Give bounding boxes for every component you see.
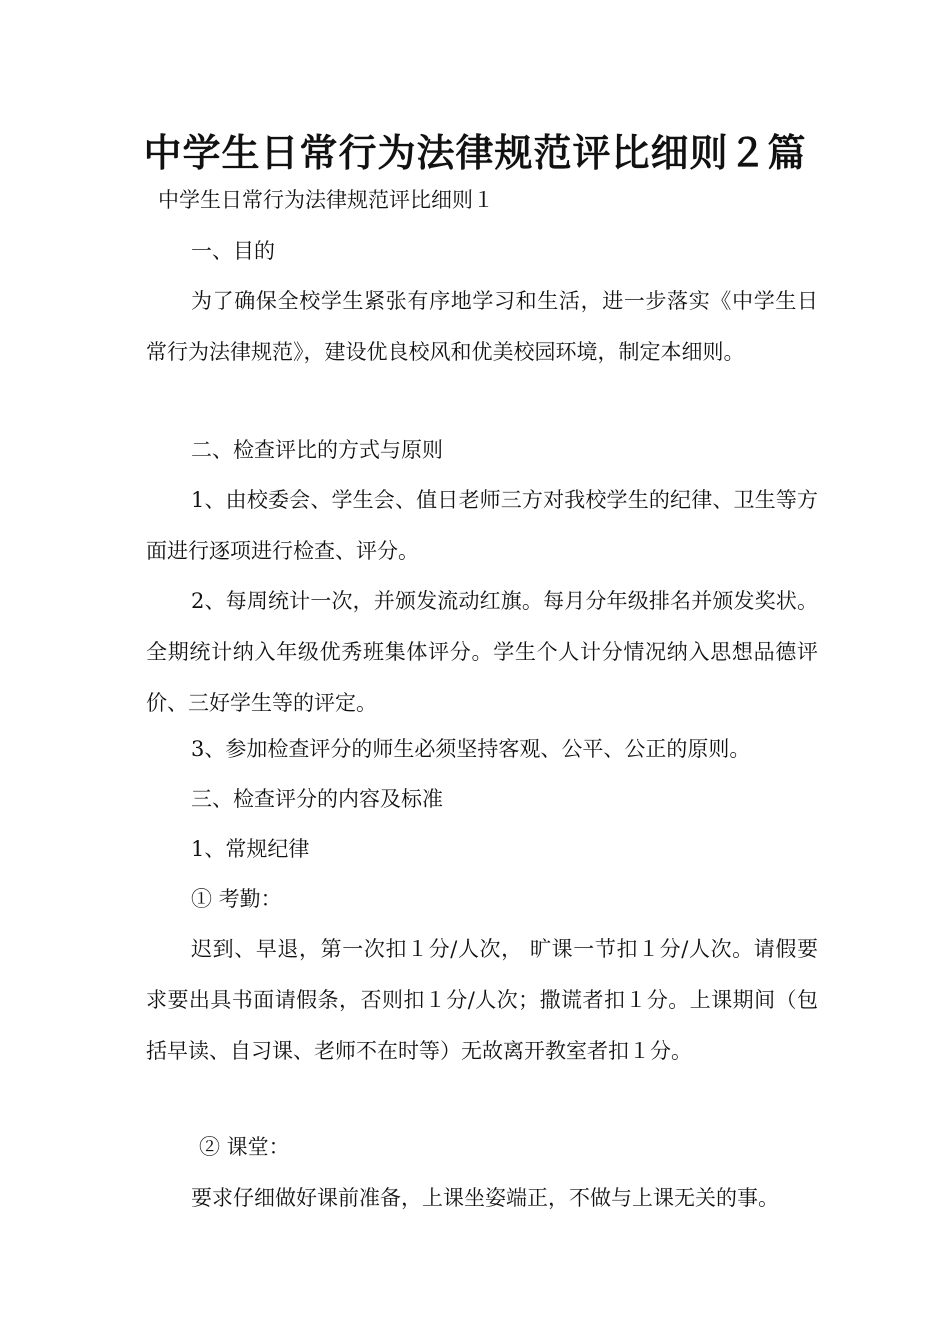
paragraph-classroom: 要求仔细做好课前准备，上课坐姿端正，不做与上课无关的事。 — [191, 1186, 779, 1210]
document-subtitle: 中学生日常行为法律规范评比细则１ — [158, 188, 494, 212]
item-classroom: ② 课堂： — [199, 1135, 290, 1159]
paragraph-rule-1: 1、由校委会、学生会、值日老师三方对我校学生的纪律、卫生等方面进行逐项进行检查、评分。 — [146, 488, 818, 563]
paragraph-attendance: 迟到、早退，第一次扣１分/人次， 旷课一节扣１分/人次。请假要求要出具书面请假条，否则扣１分/人次；撒谎者扣１分。上课期间（包括早读、自习课、老师不在时等）无故离开教室者扣１分。 — [146, 937, 818, 1063]
section-heading-purpose: 一、目的 — [191, 239, 275, 263]
item-attendance: ① 考勤： — [191, 887, 282, 911]
paragraph-rule-3: 3、参加检查评分的师生必须坚持客观、公平、公正的原则。 — [191, 737, 751, 761]
section-heading-method: 二、检查评比的方式与原则 — [191, 438, 443, 462]
paragraph-purpose: 为了确保全校学生紧张有序地学习和生活，进一步落实《中学生日常行为法律规范》，建设优良校风和优美校园环境，制定本细则。 — [146, 289, 818, 364]
subsection-discipline: 1、常规纪律 — [191, 837, 310, 861]
document-title: 中学生日常行为法律规范评比细则２篇 — [143, 131, 807, 175]
paragraph-rule-2: 2、每周统计一次，并颁发流动红旗。每月分年级排名并颁发奖状。全期统计纳入年级优秀班集体评分。学生个人计分情况纳入思想品德评价、三好学生等的评定。 — [146, 589, 818, 715]
section-heading-content: 三、检查评分的内容及标准 — [191, 787, 443, 811]
